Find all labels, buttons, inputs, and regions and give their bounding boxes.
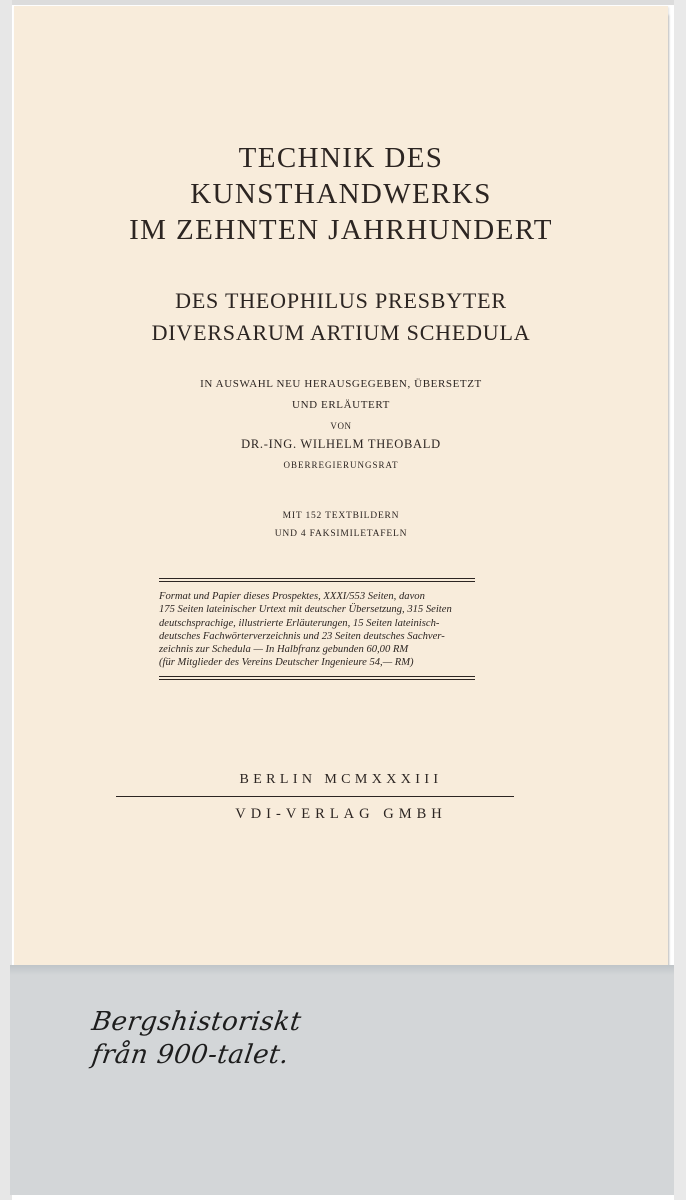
- book-subtitle: [14, 285, 668, 349]
- illustration-count: [14, 507, 668, 543]
- edition-line-3: VON: [330, 421, 352, 431]
- imprint-divider: [116, 796, 514, 797]
- scan-top-edge: [0, 0, 686, 5]
- subtitle-line-2: DIVERSARUM ARTIUM SCHEDULA: [151, 320, 531, 345]
- title-line-3: IM ZEHNTEN JAHRHUNDERT: [129, 214, 553, 246]
- publisher: VDI-VERLAG GMBH: [235, 806, 447, 822]
- strip-shadow: [10, 965, 674, 975]
- title-line-1: TECHNIK DES: [238, 142, 444, 174]
- edition-note: [14, 374, 668, 437]
- city-year: BERLIN MCMXXXIII: [239, 772, 443, 787]
- archive-note-strip: [10, 965, 674, 1195]
- title-line-2: KUNSTHANDWERKS: [190, 178, 492, 210]
- author-role: OBERREGIERUNGSRAT: [283, 460, 399, 470]
- book-title: [14, 140, 668, 248]
- handwritten-note-line-2: från 900-talet.: [89, 1040, 291, 1070]
- scan-right-edge: [674, 0, 686, 1200]
- edition-line-1: IN AUSWAHL NEU HERAUSGEGEBEN, ÜBERSETZT: [200, 378, 482, 390]
- illustrations-line-2: UND 4 FAKSIMILETAFELN: [274, 529, 408, 539]
- subtitle-line-1: DES THEOPHILUS PRESBYTER: [175, 288, 507, 313]
- edition-line-2: UND ERLÄUTERT: [292, 399, 390, 411]
- illustrations-line-1: MIT 152 TEXTBILDERN: [282, 511, 400, 521]
- format-info-box: [159, 578, 475, 680]
- format-info-text: Format und Papier dieses Prospektes, XXXI/553 Seiten, davon 175 Seiten lateinischer Urtext mit deutscher Übersetzung, 315 Seiten deutschsprachige, illustrierte Erläuterungen, 15 Seiten lateinisch- deutsches Fachwörterverzeichnis und 23 Seiten deutsches Sachver- zeichnis zur Schedula — In Halbfranz gebunden 60,00 RM (für Mitglieder des Vereins Deutscher Ingenieure 54,— RM): [159, 591, 452, 669]
- author-name: DR.-ING. WILHELM THEOBALD: [241, 437, 441, 451]
- handwritten-note-line-1: Bergshistoriskt: [89, 1007, 304, 1037]
